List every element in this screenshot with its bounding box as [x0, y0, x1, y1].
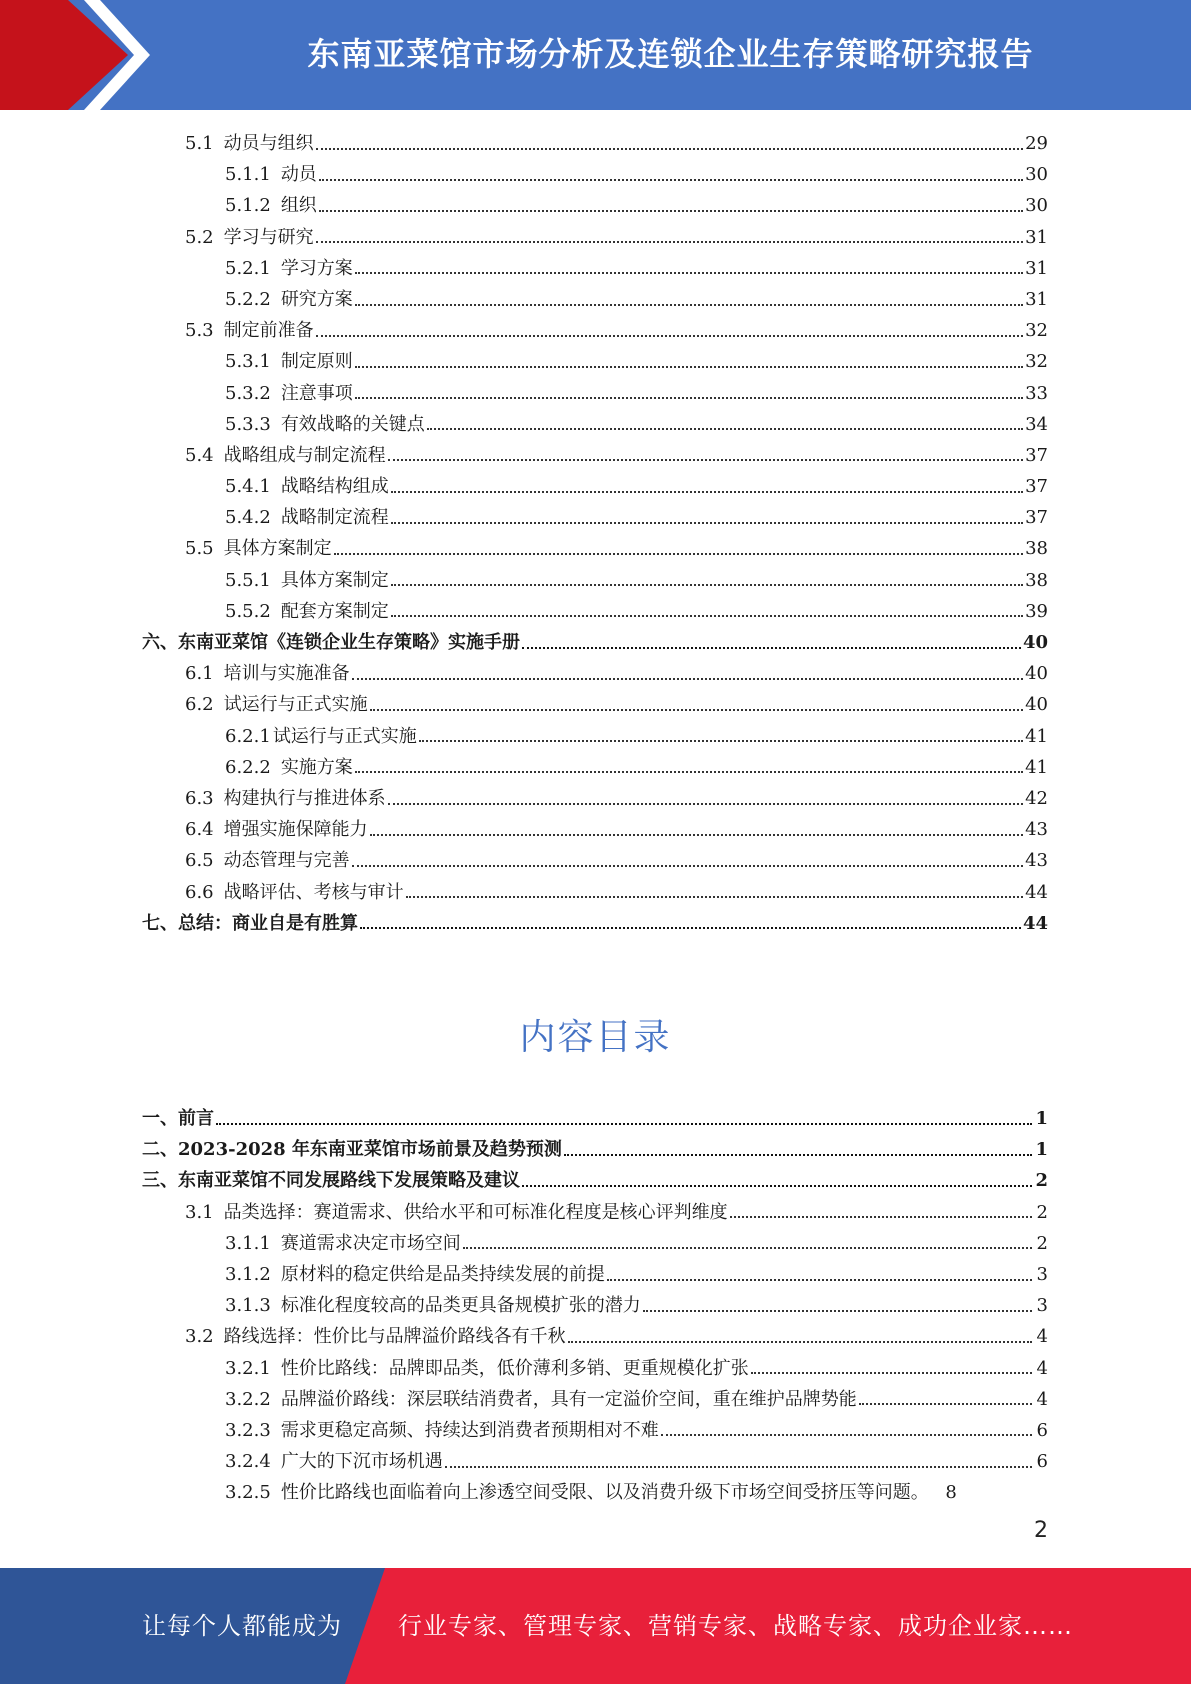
toc-entry-title: 需求更稳定高频、持续达到消费者预期相对不难 — [280, 1419, 659, 1441]
toc-entry-number: 5.2.1 — [225, 257, 271, 279]
toc-entry-number: 6.2.2 — [225, 756, 271, 778]
toc-dot-leader — [316, 335, 1023, 337]
toc-entry-title: 路线选择：性价比与品牌溢价路线各有千秋 — [223, 1326, 566, 1348]
toc-entry-number: 3.1.2 — [225, 1263, 271, 1285]
toc-entry-number: 3.1.1 — [225, 1232, 271, 1254]
toc-entry-number: 5.1.2 — [225, 195, 271, 217]
toc-entry[interactable] — [142, 783, 1048, 814]
toc-entry-page: 6 — [1036, 1419, 1048, 1441]
toc-entry-title: 品类选择：赛道需求、供给水平和可标准化程度是核心评判维度 — [223, 1201, 728, 1223]
toc-entry-number: 5.3.3 — [225, 413, 271, 435]
toc-entry-page: 30 — [1025, 164, 1048, 186]
toc-entry-number: 3.1.3 — [225, 1295, 271, 1317]
toc-entry-number: 3.2 — [185, 1326, 214, 1348]
toc-dot-leader — [419, 740, 1023, 742]
toc-entry-page: 42 — [1025, 787, 1048, 809]
toc-entry[interactable] — [142, 1321, 1048, 1352]
toc-dot-leader — [522, 647, 1021, 649]
toc-entry-title: 原材料的稳定供给是品类持续发展的前提 — [280, 1263, 605, 1285]
toc-entry-title: 战略制定流程 — [280, 507, 389, 529]
toc-entry-title: 动态管理与完善 — [223, 850, 350, 872]
toc-entry-page: 2 — [1035, 1170, 1048, 1192]
toc-entry[interactable] — [142, 1415, 1048, 1446]
toc-dot-leader — [607, 1279, 1032, 1281]
footer-slogan-left: 让每个人都能成为 — [142, 1612, 342, 1640]
toc-dot-leader — [334, 553, 1023, 555]
toc-entry[interactable] — [142, 814, 1048, 845]
toc-entry[interactable] — [142, 1134, 1048, 1165]
toc-entry[interactable] — [142, 845, 1048, 876]
toc-entry-number: 3.2.4 — [225, 1451, 271, 1473]
toc-entry-page: 41 — [1025, 756, 1048, 778]
toc-entry[interactable] — [142, 1290, 1048, 1321]
toc-entry-page: 44 — [1022, 912, 1048, 934]
toc-entry-page: 38 — [1025, 569, 1048, 591]
toc-entry-title: 动员与组织 — [223, 133, 314, 154]
toc-entry-page: 34 — [1025, 413, 1048, 435]
toc-entry-page: 29 — [1025, 133, 1048, 154]
toc-entry-title: 增强实施保障能力 — [223, 819, 368, 841]
toc-entry[interactable] — [142, 378, 1048, 409]
toc-entry-title: 研究方案 — [280, 288, 353, 310]
toc-entry-page: 37 — [1025, 444, 1048, 466]
toc-dot-leader — [370, 834, 1023, 836]
toc-entry-number: 3.1 — [185, 1201, 214, 1223]
toc-entry[interactable] — [142, 596, 1048, 627]
toc-entry-page: 31 — [1025, 288, 1048, 310]
toc-dot-leader — [355, 366, 1023, 368]
toc-entry[interactable] — [142, 190, 1048, 221]
toc-entry[interactable] — [142, 689, 1048, 720]
toc-dot-leader — [463, 1247, 1032, 1249]
toc-entry-page: 6 — [1036, 1451, 1048, 1473]
toc-entry-title: 有效战略的关键点 — [280, 413, 425, 435]
toc-entry-title: 三、东南亚菜馆不同发展路线下发展策略及建议 — [142, 1170, 520, 1192]
toc-entry-title: 配套方案制定 — [280, 600, 389, 622]
toc-dot-leader — [751, 1372, 1032, 1374]
toc-entry-title: 六、东南亚菜馆《连锁企业生存策略》实施手册 — [142, 632, 520, 653]
toc-entry-page: 40 — [1022, 632, 1048, 653]
toc-dot-leader — [319, 179, 1023, 181]
toc-entry-page: 2 — [1036, 1201, 1048, 1223]
toc-dot-leader — [355, 304, 1023, 306]
toc-continued-list — [142, 128, 1048, 939]
toc-entry[interactable] — [142, 440, 1048, 471]
toc-entry-page: 37 — [1025, 507, 1048, 529]
toc-dot-leader — [355, 397, 1023, 399]
toc-entry-page: 39 — [1025, 600, 1048, 622]
toc-entry-number: 5.5.1 — [225, 569, 271, 591]
footer-slogan-right: 行业专家、管理专家、营销专家、战略专家、成功企业家…… — [398, 1612, 1073, 1640]
toc-entry[interactable] — [142, 877, 1048, 908]
toc-entry-number: 5.4.2 — [225, 507, 271, 529]
toc-entry-title: 制定原则 — [280, 351, 353, 373]
toc-entry-page: 32 — [1025, 351, 1048, 373]
toc-entry-number: 6.3 — [185, 787, 214, 809]
toc-entry[interactable] — [142, 1477, 1048, 1508]
toc-dot-leader — [427, 428, 1023, 430]
content-toc-list — [142, 1103, 1048, 1508]
toc-entry-title: 试运行与正式实施 — [223, 694, 368, 716]
page-header — [0, 0, 1191, 110]
toc-entry[interactable] — [142, 1197, 1048, 1228]
toc-dot-leader — [391, 615, 1023, 617]
toc-entry-title: 赛道需求决定市场空间 — [280, 1232, 461, 1254]
toc-dot-leader — [370, 709, 1023, 711]
toc-entry-page: 41 — [1025, 725, 1048, 747]
toc-entry-number: 5.4.1 — [225, 476, 271, 498]
toc-entry-number: 5.5.2 — [225, 600, 271, 622]
toc-dot-leader — [391, 491, 1023, 493]
toc-entry-page: 1 — [1035, 1108, 1048, 1129]
toc-entry-page: 4 — [1036, 1326, 1048, 1348]
toc-entry-number: 5.3 — [185, 320, 214, 342]
toc-entry[interactable] — [142, 1446, 1048, 1477]
toc-entry-title: 性价比路线也面临着向上渗透空间受限、以及消费升级下市场空间受挤压等问题。 — [280, 1482, 929, 1504]
toc-dot-leader — [319, 210, 1023, 212]
toc-entry-title: 试运行与正式实施 — [272, 725, 417, 747]
toc-entry[interactable] — [142, 533, 1048, 564]
toc-entry[interactable] — [142, 409, 1048, 440]
toc-dot-leader — [522, 1185, 1032, 1187]
toc-entry[interactable] — [142, 721, 1048, 752]
toc-dot-leader — [661, 1434, 1032, 1436]
toc-entry-number: 5.5 — [185, 538, 214, 560]
toc-entry-title: 二、2023-2028 年东南亚菜馆市场前景及趋势预测 — [142, 1139, 562, 1161]
toc-entry-number: 5.2 — [185, 226, 214, 248]
toc-entry-title: 制定前准备 — [223, 320, 314, 342]
toc-dot-leader — [445, 1466, 1032, 1468]
toc-entry-title: 注意事项 — [280, 382, 353, 404]
toc-entry-title: 标准化程度较高的品类更具备规模扩张的潜力 — [280, 1295, 641, 1317]
toc-entry-page: 2 — [1036, 1232, 1048, 1254]
toc-entry-number: 3.2.1 — [225, 1357, 271, 1379]
toc-entry-title: 战略结构组成 — [280, 476, 389, 498]
toc-dot-leader — [643, 1310, 1032, 1312]
toc-dot-leader — [352, 865, 1023, 867]
toc-entry-title: 具体方案制定 — [223, 538, 332, 560]
toc-entry-title: 组织 — [280, 195, 317, 217]
toc-entry-page: 1 — [1035, 1139, 1048, 1161]
toc-entry-number: 5.2.2 — [225, 288, 271, 310]
toc-entry-number: 5.1 — [185, 133, 214, 154]
toc-entry-title: 战略评估、考核与审计 — [223, 881, 404, 903]
toc-entry-title: 培训与实施准备 — [223, 663, 350, 685]
toc-entry-page: 44 — [1025, 881, 1048, 903]
toc-entry-title: 实施方案 — [280, 756, 353, 778]
toc-entry-number: 5.4 — [185, 444, 214, 466]
toc-entry[interactable] — [142, 222, 1048, 253]
toc-entry-number: 6.6 — [185, 881, 214, 903]
toc-entry-page: 8 — [945, 1482, 957, 1504]
toc-dot-leader — [859, 1403, 1032, 1405]
toc-entry[interactable] — [142, 253, 1048, 284]
toc-entry[interactable] — [142, 159, 1048, 190]
toc-entry-number: 6.2.1 — [225, 725, 271, 747]
toc-dot-leader — [391, 584, 1023, 586]
toc-entry-page: 30 — [1025, 195, 1048, 217]
toc-entry-title: 一、前言 — [142, 1108, 214, 1129]
toc-entry-page: 31 — [1025, 226, 1048, 248]
toc-dot-leader — [352, 678, 1023, 680]
toc-entry-page: 37 — [1025, 476, 1048, 498]
toc-entry-number: 6.4 — [185, 819, 214, 841]
toc-entry-title: 学习方案 — [280, 257, 353, 279]
toc-entry-page: 43 — [1025, 850, 1048, 872]
toc-dot-leader — [391, 522, 1023, 524]
toc-entry-page: 40 — [1025, 663, 1048, 685]
toc-entry[interactable] — [142, 284, 1048, 315]
toc-entry-title: 广大的下沉市场机遇 — [280, 1451, 443, 1473]
toc-dot-leader — [388, 459, 1023, 461]
toc-entry-number: 5.3.2 — [225, 382, 271, 404]
page-footer — [0, 1568, 1191, 1684]
toc-entry[interactable] — [142, 315, 1048, 346]
toc-entry-title: 七、总结：商业自是有胜算 — [142, 912, 358, 934]
toc-dot-leader — [730, 1216, 1032, 1218]
toc-entry-page: 40 — [1025, 694, 1048, 716]
toc-entry-page: 32 — [1025, 320, 1048, 342]
page-number: 2 — [1034, 1518, 1048, 1543]
toc-entry-page: 43 — [1025, 819, 1048, 841]
toc-entry-number: 5.1.1 — [225, 164, 271, 186]
toc-entry-page: 4 — [1036, 1357, 1048, 1379]
toc-dot-leader — [564, 1154, 1032, 1156]
toc-entry-title: 具体方案制定 — [280, 569, 389, 591]
toc-entry-page: 38 — [1025, 538, 1048, 560]
toc-entry[interactable] — [142, 658, 1048, 689]
toc-dot-leader — [355, 771, 1023, 773]
toc-dot-leader — [568, 1341, 1032, 1343]
toc-entry-number: 3.2.3 — [225, 1419, 271, 1441]
toc-entry[interactable] — [142, 346, 1048, 377]
toc-section-title: 内容目录 — [519, 1017, 672, 1058]
toc-entry[interactable] — [142, 1103, 1048, 1134]
toc-entry-title: 动员 — [280, 164, 317, 186]
toc-entry-title: 品牌溢价路线：深层联结消费者，具有一定溢价空间，重在维护品牌势能 — [280, 1388, 857, 1410]
toc-dot-leader — [388, 803, 1023, 805]
toc-entry-page: 3 — [1036, 1263, 1048, 1285]
toc-entry-number: 6.5 — [185, 850, 214, 872]
toc-entry-page: 3 — [1036, 1295, 1048, 1317]
toc-entry[interactable] — [142, 627, 1048, 658]
toc-entry[interactable] — [142, 128, 1048, 159]
toc-entry[interactable] — [142, 752, 1048, 783]
toc-dot-leader — [316, 148, 1023, 150]
toc-dot-leader — [316, 241, 1023, 243]
toc-entry-page: 31 — [1025, 257, 1048, 279]
toc-entry[interactable] — [142, 1228, 1048, 1259]
toc-entry-title: 构建执行与推进体系 — [223, 787, 386, 809]
toc-entry[interactable] — [142, 471, 1048, 502]
toc-entry-title: 性价比路线：品牌即品类，低价薄利多销、更重规模化扩张 — [280, 1357, 749, 1379]
toc-entry-page: 4 — [1036, 1388, 1048, 1410]
report-title: 东南亚菜馆市场分析及连锁企业生存策略研究报告 — [307, 35, 1034, 73]
toc-entry-page: 33 — [1025, 382, 1048, 404]
toc-entry[interactable] — [142, 1384, 1048, 1415]
toc-entry-number: 6.1 — [185, 663, 214, 685]
toc-entry[interactable] — [142, 1165, 1048, 1196]
toc-entry[interactable] — [142, 565, 1048, 596]
toc-entry[interactable] — [142, 502, 1048, 533]
toc-dot-leader — [216, 1123, 1032, 1125]
toc-dot-leader — [360, 927, 1021, 929]
toc-entry[interactable] — [142, 908, 1048, 939]
toc-dot-leader — [355, 272, 1023, 274]
toc-entry-number: 6.2 — [185, 694, 214, 716]
toc-entry-title: 学习与研究 — [223, 226, 314, 248]
toc-dot-leader — [406, 896, 1023, 898]
toc-entry[interactable] — [142, 1259, 1048, 1290]
toc-entry-title: 战略组成与制定流程 — [223, 444, 386, 466]
toc-entry-number: 5.3.1 — [225, 351, 271, 373]
toc-entry-number: 3.2.5 — [225, 1482, 271, 1504]
toc-entry-number: 3.2.2 — [225, 1388, 271, 1410]
header-arrow-decoration — [0, 0, 160, 110]
toc-entry[interactable] — [142, 1353, 1048, 1384]
